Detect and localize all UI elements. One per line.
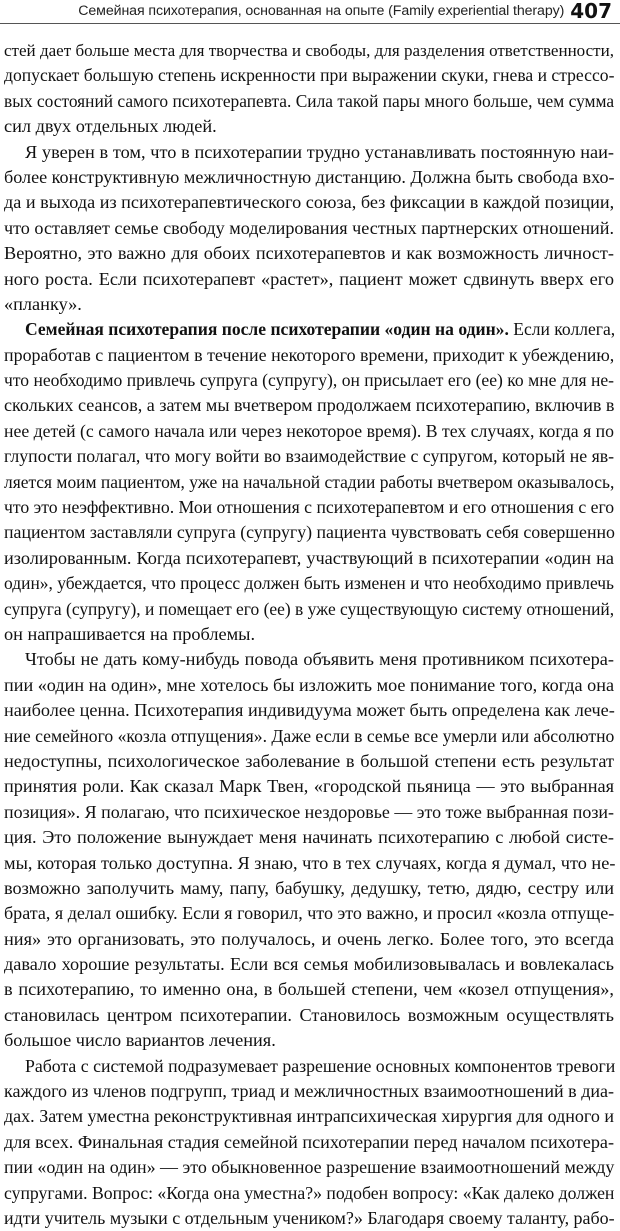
text-line: сил двух отдельных людей. — [4, 116, 217, 137]
text-line: что оставляет семье свободу моделирования честных партнерских отношений. — [4, 217, 615, 238]
text-line: возможно заполучить маму, папу, бабушку, дедушку, тетю, дядю, сестру или — [4, 877, 614, 898]
paragraph-5 — [4, 1054, 614, 1231]
text-line: ного роста. Если психотерапевт «растет», пациент может сдвинуть вверх его — [4, 268, 614, 289]
text-line: брата, я делал ошибку. Если я говорил, что это важно, и просил «козла отпуще- — [4, 903, 615, 924]
text-line: один», убеждается, что процесс должен быть изменен и что необходимо привлечь — [4, 573, 614, 594]
page-number: 407 — [570, 0, 612, 23]
text-line: изолированным. Когда психотерапевт, участвующий в психотерапии «один на — [4, 547, 614, 568]
section-runin-heading: Семейная психотерапия после психотерапии «один на один». — [25, 319, 509, 340]
text-line: вых состояний самого психотерапевта. Сила такой пары много больше, чем сумма — [4, 91, 615, 111]
text-line: принятия роли. Как сказал Марк Твен, «городской пьяница — это выбранная — [4, 776, 614, 797]
text-line: что это неэффективно. Мои отношения с психотерапевтом и его отношения с его — [4, 497, 615, 518]
text-line: «планку». — [4, 293, 82, 314]
text-line: нее детей (с самого начала или через некоторое время). В тех случаях, когда я по — [4, 420, 614, 441]
text-fragment: Если коллега, — [508, 319, 616, 340]
text-line: Чтобы не дать кому-нибудь повода объявить меня противником психотера- — [25, 649, 614, 670]
text-line: мы, которая только доступна. Я знаю, что в тех случаях, когда я думал, что не- — [4, 852, 616, 873]
text-line: становилась центром психотерапии. Становилось возможным осуществлять — [4, 1004, 614, 1025]
text-line: скольких сеансов, а затем мы вчетвером продолжаем психотерапию, включив в — [4, 395, 615, 416]
text-line: Вероятно, это важно для обоих психотерапевтов и как возможность личност- — [4, 243, 614, 264]
running-title: Семейная психотерапия, основанная на опыте (Family experiential therapy) — [78, 3, 565, 19]
text-line: позиция». Я полагаю, что психическое нездоровье — это тоже выбранная пози- — [4, 801, 614, 822]
text-line: Я уверен в том, что в психотерапии трудно устанавливать постоянную наи- — [25, 141, 614, 162]
text-line: пии «один на один» — это обыкновенное разрешение взаимоотношений между — [4, 1157, 615, 1178]
text-line: большое число вариантов лечения. — [4, 1030, 276, 1051]
text-line: ция. Это положение вынуждает меня начинать психотерапию с любой систе- — [4, 827, 614, 848]
text-line: ляется моим пациентом, уже на начальной стадии работы вчетвером оказывалось, — [4, 471, 615, 492]
text-line: идти учитель музыки с отдельным учеником?» Благодаря своему таланту, рабо- — [4, 1207, 615, 1228]
paragraph-4 — [4, 647, 614, 1053]
text-line: для всех. Финальная стадия семейной психотерапии перед началом психотера- — [4, 1131, 615, 1152]
text-line: наиболее ценна. Психотерапия индивидуума может быть определена как лече- — [4, 700, 615, 721]
text-line: более конструктивную межличностную дистанцию. Должна быть свобода вхо- — [4, 166, 615, 187]
text-line — [4, 317, 614, 342]
text-line: Работа с системой подразумевает разрешение основных компонентов тревоги — [25, 1055, 616, 1076]
text-line: в психотерапию, то именно она, в большей степени, чем «козел отпущения», — [4, 979, 614, 1000]
paragraph-3 — [4, 317, 614, 647]
text-line: да и выхода из психотерапевтического союза, без фиксации в каждой позиции, — [4, 192, 615, 213]
text-line: давало хорошие результаты. Если вся семья мобилизовывалась и вовлекалась — [4, 954, 614, 975]
text-line: супругами. Вопрос: «Когда она уместна?» подобен вопросу: «Как далеко должен — [4, 1182, 615, 1203]
text-line: недоступны, психологическое заболевание в большой степени есть результат — [4, 750, 614, 771]
text-line: проработав с пациентом в течение некоторого времени, приходит к убеждению, — [4, 344, 615, 365]
page-body — [4, 38, 614, 1231]
text-line: что необходимо привлечь супруга (супругу), он присылает его (ее) ко мне для не- — [4, 370, 614, 391]
text-line: глупости полагал, что могу войти во взаимодействие с супругом, который не яв- — [4, 446, 615, 467]
text-line: дах. Затем уместна реконструктивная интрапсихическая хирургия для одного и — [4, 1106, 614, 1127]
text-line: ния» это организовать, это получалось, и очень легко. Более того, это всегда — [4, 928, 614, 949]
paragraph-2 — [4, 140, 614, 318]
text-line: пии «один на один», мне хотелось бы изложить мое понимание того, когда она — [4, 674, 615, 695]
text-line: допускает большую степень искренности при выражении скуки, гнева и стрессо- — [4, 65, 615, 86]
text-line: каждого из членов подгрупп, триад и межличностных взаимоотношений в диа- — [4, 1081, 614, 1102]
header-rule — [0, 23, 620, 24]
text-line: стей дает больше места для творчества и свободы, для разделения ответственности, — [4, 41, 614, 60]
text-line: он напрашивается на проблемы. — [4, 623, 256, 644]
text-line: пациентом заставляли супруга (супругу) пациента чувствовать себя совершенно — [4, 522, 615, 543]
text-line: супруга (супругу), и помещает его (ее) в уже существующую систему отношений, — [4, 598, 615, 619]
paragraph-1 — [4, 38, 614, 140]
text-line: ние семейного «козла отпущения». Даже если в семье все умерли или абсолютно — [4, 725, 615, 746]
